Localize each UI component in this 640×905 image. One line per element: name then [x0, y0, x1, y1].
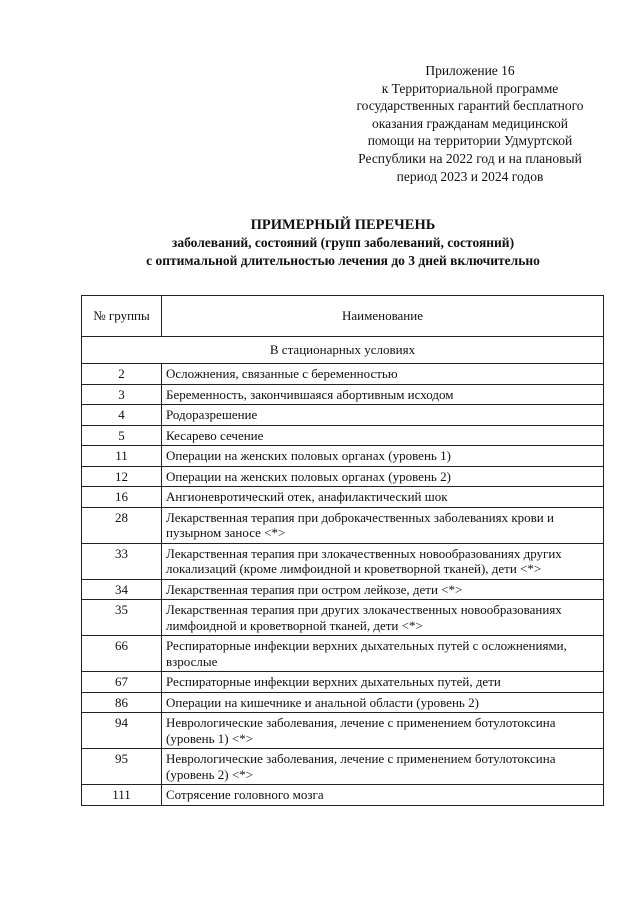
table-row [82, 487, 604, 508]
group-name: Лекарственная терапия при доброкачественных заболеваниях крови и пузырном заносе <*> [162, 507, 604, 543]
table-row [82, 672, 604, 693]
group-name: Респираторные инфекции верхних дыхательных путей, дети [162, 672, 604, 693]
disease-groups-table [81, 295, 604, 806]
group-number: 35 [82, 600, 162, 636]
group-name: Родоразрешение [162, 405, 604, 426]
table-row [82, 384, 604, 405]
table-row [82, 446, 604, 467]
group-number: 2 [82, 364, 162, 385]
group-number: 11 [82, 446, 162, 467]
table-row [82, 364, 604, 385]
group-number: 67 [82, 672, 162, 693]
group-name: Кесарево сечение [162, 425, 604, 446]
group-number: 111 [82, 785, 162, 806]
group-name: Лекарственная терапия при злокачественных новообразованиях других локализаций (кроме лимфоидной и кроветворной тканей), дети <*> [162, 543, 604, 579]
table-header-row [82, 296, 604, 337]
document-title [78, 216, 608, 270]
appendix-line: к Территориальной программе [381, 80, 559, 96]
appendix-line: Приложение 16 [425, 63, 515, 78]
section-label: В стационарных условиях [82, 337, 604, 364]
table-row [82, 749, 604, 785]
group-number: 3 [82, 384, 162, 405]
table-row [82, 425, 604, 446]
section-row [82, 337, 604, 364]
title-line-2: заболеваний, состояний (групп заболеваний, состояний) [171, 235, 515, 250]
group-name: Операции на женских половых органах (уровень 2) [162, 466, 604, 487]
table-body [82, 337, 604, 806]
group-name: Осложнения, связанные с беременностью [162, 364, 604, 385]
group-number: 5 [82, 425, 162, 446]
appendix-line: государственных гарантий бесплатного [356, 98, 584, 114]
group-number: 95 [82, 749, 162, 785]
appendix-line: оказания гражданам медицинской [371, 115, 569, 131]
group-number: 66 [82, 636, 162, 672]
group-name: Респираторные инфекции верхних дыхательных путей с осложнениями, взрослые [162, 636, 604, 672]
group-name: Лекарственная терапия при других злокачественных новообразованиях лимфоидной и кроветворной тканей, дети <*> [162, 600, 604, 636]
column-header-name: Наименование [162, 296, 604, 337]
group-name: Операции на женских половых органах (уровень 1) [162, 446, 604, 467]
appendix-header [328, 62, 612, 185]
group-number: 86 [82, 692, 162, 713]
group-name: Ангионевротический отек, анафилактический шок [162, 487, 604, 508]
group-number: 16 [82, 487, 162, 508]
appendix-line: помощи на территории Удмуртской [367, 133, 573, 149]
table-row [82, 636, 604, 672]
group-number: 34 [82, 579, 162, 600]
table-row [82, 579, 604, 600]
group-number: 4 [82, 405, 162, 426]
column-header-group-number: № группы [82, 296, 162, 337]
group-name: Неврологические заболевания, лечение с применением ботулотоксина (уровень 2) <*> [162, 749, 604, 785]
group-number: 28 [82, 507, 162, 543]
table-row [82, 405, 604, 426]
table-row [82, 466, 604, 487]
table-row [82, 600, 604, 636]
group-name: Сотрясение головного мозга [162, 785, 604, 806]
table-row [82, 507, 604, 543]
appendix-line: Республики на 2022 год и на плановый [358, 150, 582, 166]
title-line-3: с оптимальной длительностью лечения до 3 дней включительно [146, 253, 540, 268]
group-name: Беременность, закончившаяся абортивным исходом [162, 384, 604, 405]
group-number: 33 [82, 543, 162, 579]
table-row [82, 543, 604, 579]
appendix-line: период 2023 и 2024 годов [396, 168, 544, 184]
group-name: Операции на кишечнике и анальной области (уровень 2) [162, 692, 604, 713]
table-row [82, 692, 604, 713]
group-number: 94 [82, 713, 162, 749]
table-row [82, 713, 604, 749]
table-row [82, 785, 604, 806]
group-number: 12 [82, 466, 162, 487]
group-name: Лекарственная терапия при остром лейкозе, дети <*> [162, 579, 604, 600]
group-name: Неврологические заболевания, лечение с применением ботулотоксина (уровень 1) <*> [162, 713, 604, 749]
title-line-1: ПРИМЕРНЫЙ ПЕРЕЧЕНЬ [250, 217, 436, 233]
